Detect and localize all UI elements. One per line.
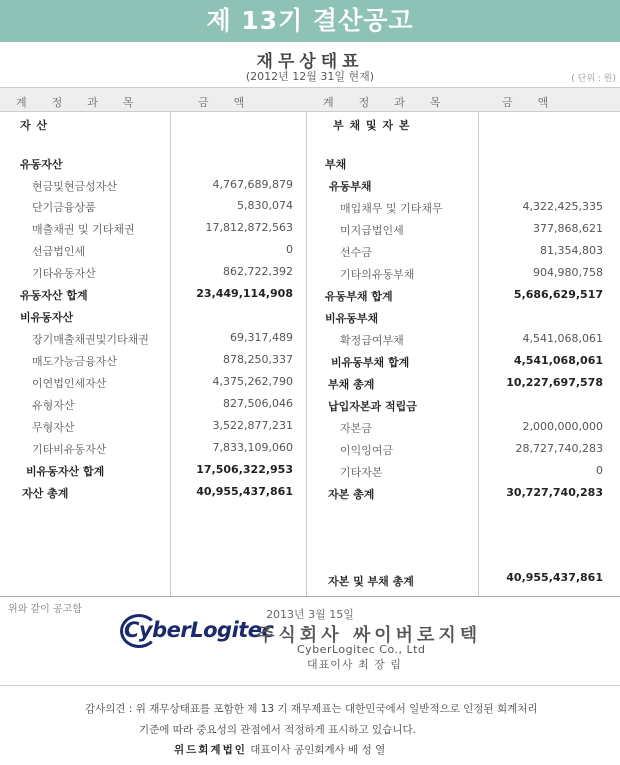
liability-row-value: 5,686,629,517 (513, 288, 603, 301)
statement-title: 재무상태표 (256, 52, 364, 72)
asset-row-label: 현금및현금성자산 (32, 180, 118, 193)
liability-row-label: 납입자본과 적립금 (328, 400, 417, 413)
header-account-left: 계정과목 (16, 96, 159, 109)
liability-row-value: 377,868,621 (533, 222, 603, 235)
header-amount-left: 금액 (198, 96, 270, 109)
asset-row-value: 17,812,872,563 (205, 221, 293, 234)
liability-row-value: 81,354,803 (540, 244, 603, 257)
ceo-name: 대표이사 최 장 림 (307, 658, 402, 671)
liability-row-label: 이익잉여금 (340, 444, 394, 457)
asset-row-label: 유동자산 (20, 158, 63, 171)
asset-row-label: 비유동자산 합계 (26, 465, 105, 478)
liability-row-value: 4,541,068,061 (513, 354, 603, 367)
liability-row-label: 기타의유동부채 (340, 268, 415, 281)
asset-row-label: 자산 총계 (22, 487, 69, 500)
asset-row-label: 기타유동자산 (32, 267, 96, 280)
asset-row-label: 이연법인세자산 (32, 377, 107, 390)
table-bottom-rule (0, 596, 620, 597)
liability-row-label: 매입채무 및 기타채무 (340, 202, 443, 215)
asset-row-label: 비유동자산 (20, 311, 74, 324)
asset-row-value: 3,522,877,231 (212, 419, 293, 432)
liability-row-label: 선수금 (340, 246, 372, 259)
asset-row-value: 827,506,046 (223, 397, 293, 410)
asset-row-value: 23,449,114,908 (196, 287, 293, 300)
liability-row-label: 자본금 (340, 422, 372, 435)
section-divider (0, 685, 620, 686)
column-divider (306, 112, 307, 596)
liability-row-label: 유동부채 (329, 180, 372, 193)
asset-row-value: 4,767,689,879 (212, 178, 293, 191)
asset-row-label: 유동자산 합계 (20, 289, 88, 302)
asset-row-value: 17,506,322,953 (196, 463, 293, 476)
asset-row-label: 단기금융상품 (32, 201, 96, 214)
auditor-firm: 위드회계법인 (174, 744, 247, 756)
asset-row-value: 862,722,392 (223, 265, 293, 278)
asset-row-value: 69,317,489 (230, 331, 293, 344)
liability-row-label: 비유동부채 (325, 312, 379, 325)
liability-row-label: 확정급여부채 (340, 334, 404, 347)
asset-row-value: 40,955,437,861 (196, 485, 293, 498)
audit-opinion-line-2: 기준에 따라 중요성의 관점에서 적정하게 표시하고 있습니다. (139, 724, 416, 736)
table-header (0, 87, 620, 112)
liability-row-label: 부채 총계 (328, 378, 375, 391)
asset-row-label: 무형자산 (32, 421, 75, 434)
notice-text: 위와 같이 공고함 (8, 604, 82, 615)
company-name: 주식회사 싸이버로지텍 (257, 625, 482, 646)
column-divider (478, 112, 479, 596)
liability-row-value: 2,000,000,000 (522, 420, 603, 433)
company-name-english: CyberLogitec Co., Ltd (297, 643, 426, 656)
asset-row-value: 5,830,074 (237, 199, 293, 212)
header-amount-right: 금액 (502, 96, 574, 109)
unit-note: ( 단위 : 원) (571, 74, 616, 84)
company-logo: CyberLogitec (124, 618, 274, 642)
statement-date: (2012년 12월 31일 현재) (245, 70, 375, 83)
liability-row-value: 904,980,758 (533, 266, 603, 279)
liability-row-value: 10,227,697,578 (506, 376, 603, 389)
publication-date: 2013년 3월 15일 (266, 608, 354, 621)
asset-row-label: 매출채권 및 기타채권 (32, 223, 135, 236)
liability-row-label: 부채 (325, 158, 347, 171)
liability-row-label: 기타자본 (340, 466, 383, 479)
liability-row-value: 4,322,425,335 (522, 200, 603, 213)
liabilities-equity-heading: 부 채 및 자 본 (333, 119, 411, 132)
liability-row-value: 28,727,740,283 (515, 442, 603, 455)
liability-row-value: 0 (596, 464, 603, 477)
auditor-name: 대표이사 공인회계사 배 성 열 (250, 744, 386, 756)
asset-row-value: 0 (286, 243, 293, 256)
asset-row-label: 매도가능금융자산 (32, 355, 118, 368)
asset-row-label: 장기매출채권및기타채권 (32, 333, 149, 346)
liability-row-label: 비유동부채 합계 (331, 356, 410, 369)
asset-row-label: 기타비유동자산 (32, 443, 107, 456)
assets-heading: 자 산 (20, 119, 49, 132)
asset-row-value: 7,833,109,060 (212, 441, 293, 454)
liability-row-label: 자본 총계 (328, 488, 375, 501)
header-account-right: 계정과목 (323, 96, 466, 109)
audit-opinion-line-1: 감사의견 : 위 재무상태표를 포함한 제 13 기 재무제표는 대한민국에서 일반적으로 인정된 회계처리 (85, 703, 538, 715)
asset-row-value: 4,375,262,790 (212, 375, 293, 388)
column-divider (170, 112, 171, 596)
announcement-banner: 제 13기 결산공고 (0, 0, 620, 42)
liability-row-value: 30,727,740,283 (506, 486, 603, 499)
asset-row-label: 선급법인세 (32, 245, 86, 258)
liability-row-value: 4,541,068,061 (522, 332, 603, 345)
liability-row-label: 유동부채 합계 (325, 290, 393, 303)
asset-row-value: 878,250,337 (223, 353, 293, 366)
asset-row-label: 유형자산 (32, 399, 75, 412)
auditor-signature (174, 742, 385, 757)
liability-row-label: 미지급법인세 (340, 224, 404, 237)
